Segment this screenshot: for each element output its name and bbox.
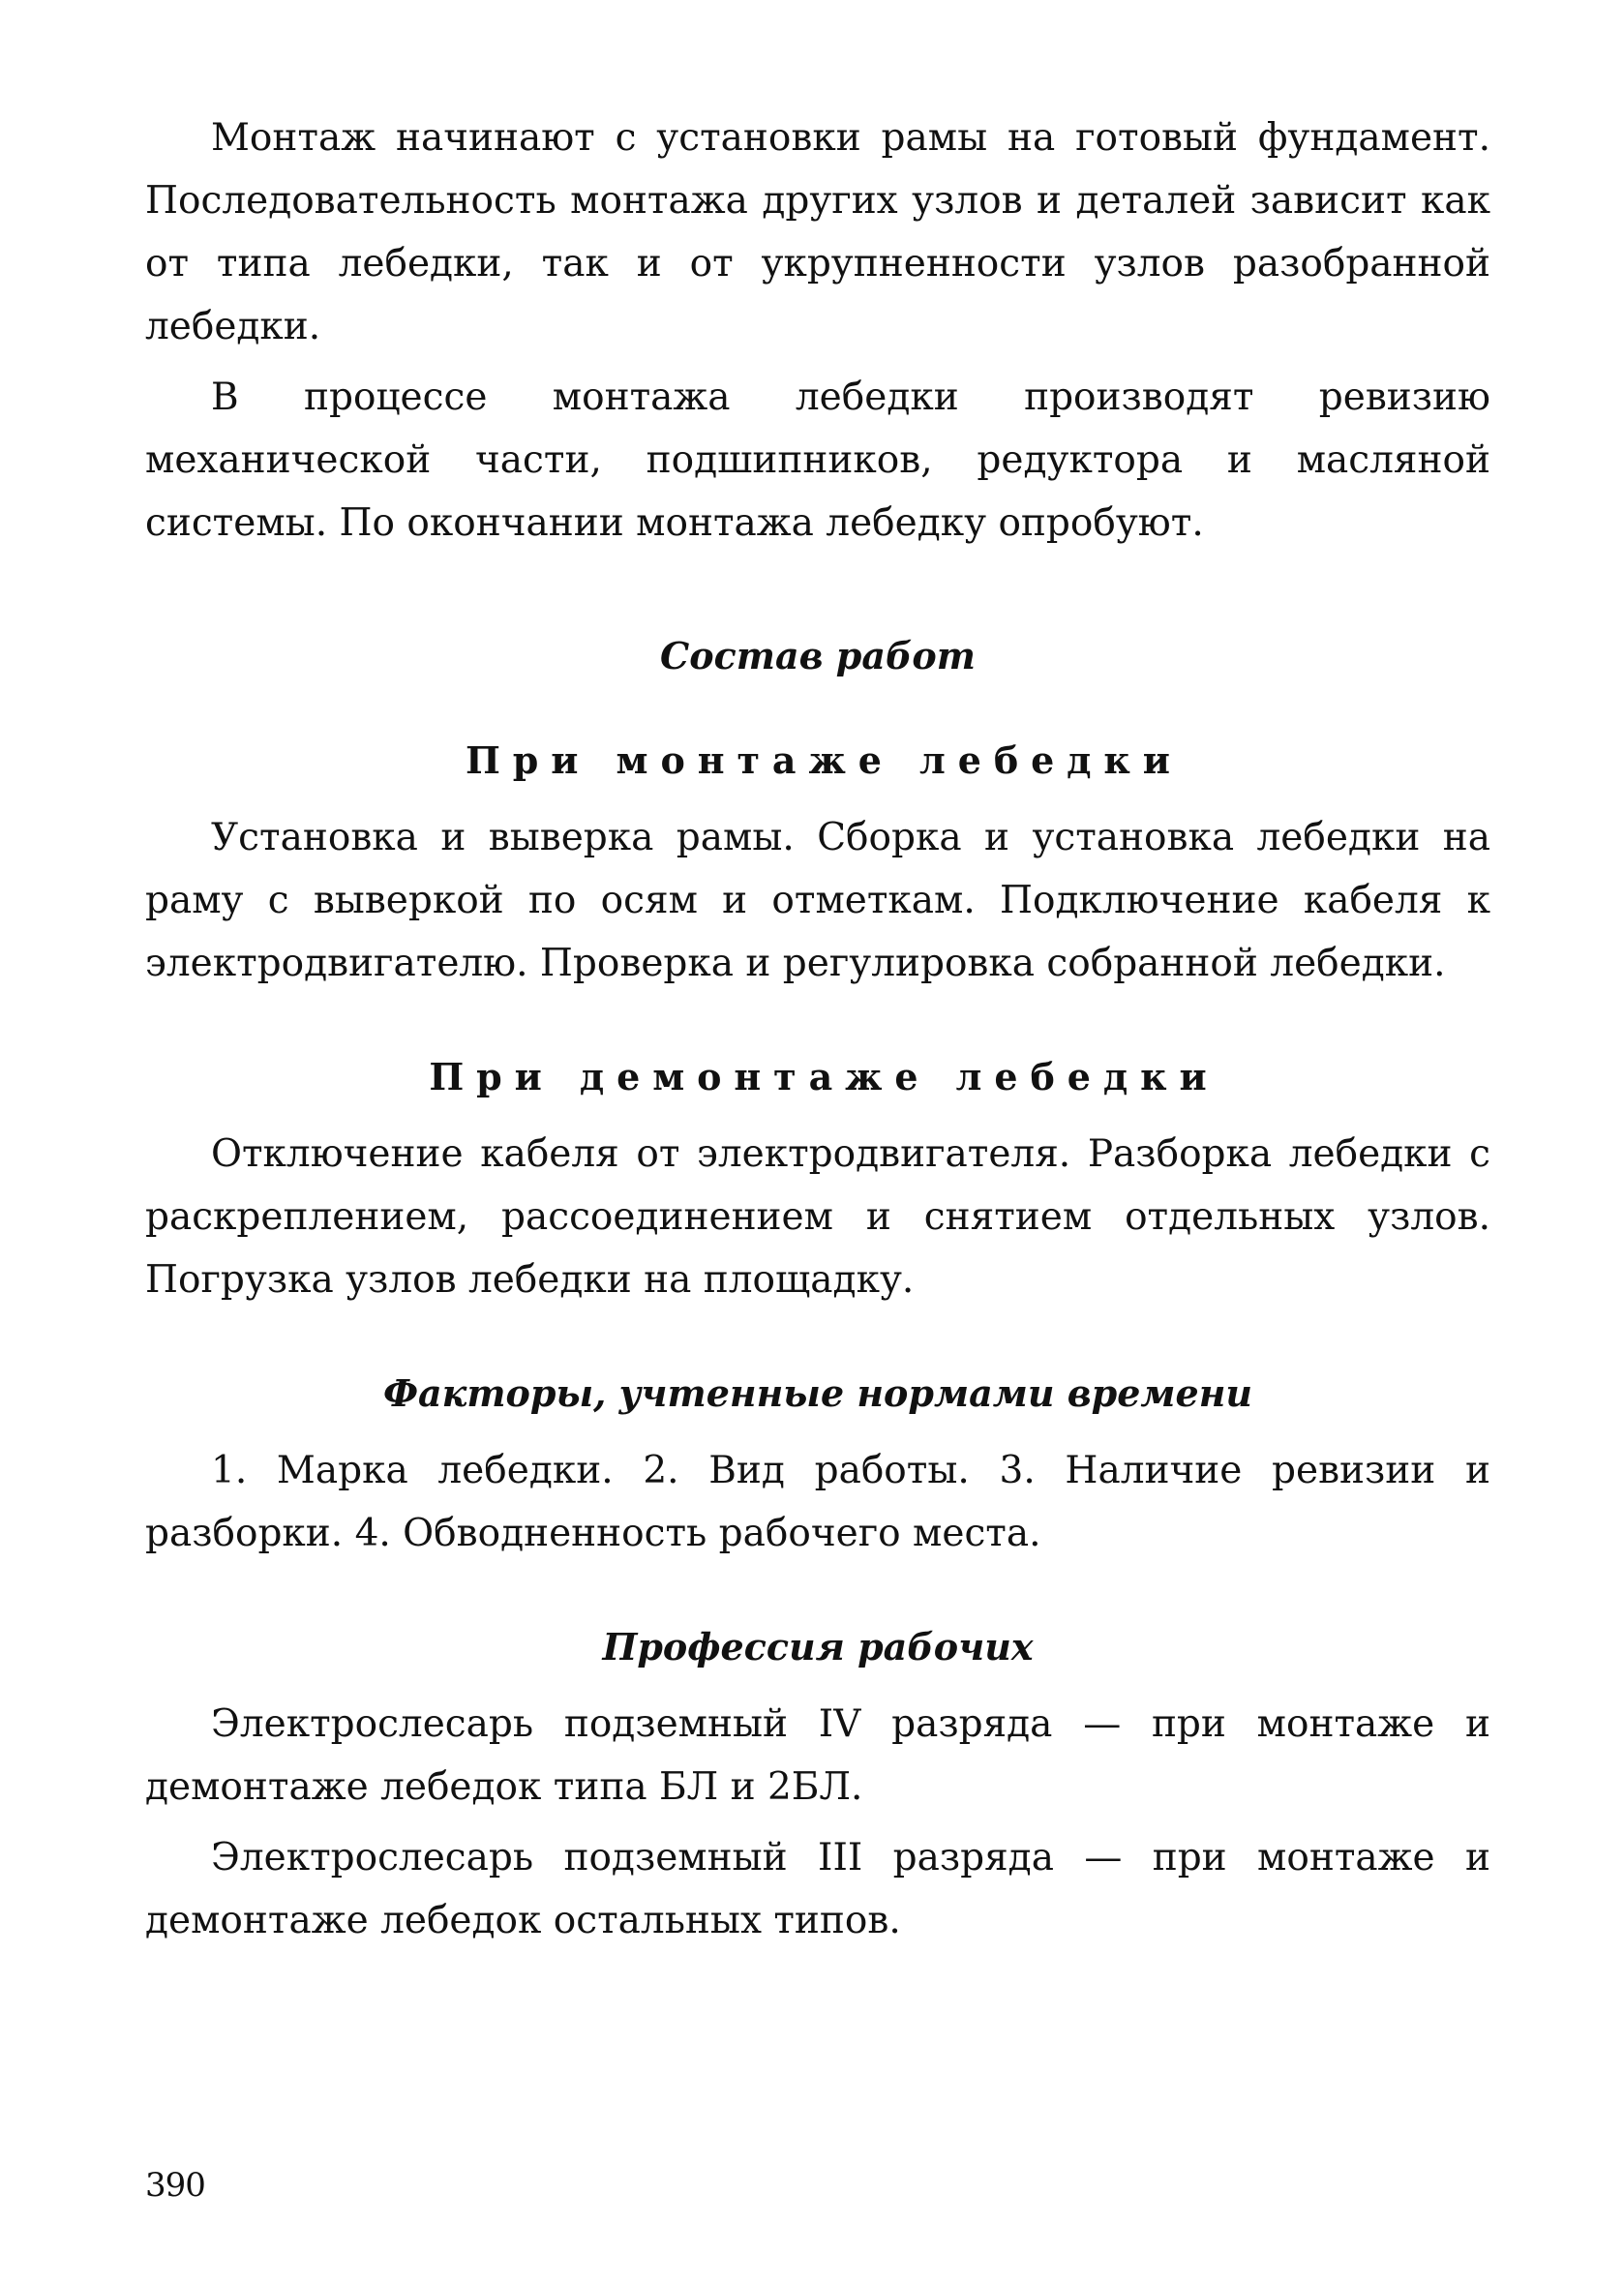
page-number: 390	[145, 2166, 205, 2205]
subheading-mounting: При монтаже лебедки	[465, 738, 1183, 782]
intro-paragraph-2: В процессе монтажа лебедки производят ревизию механической части, подшипников, редуктора и масляной системы. По окончании монтажа лебедку опробуют.	[145, 376, 1490, 545]
section-heading-profession: Профессия рабочих	[602, 1625, 1034, 1669]
subheading-dismounting: При демонтаже лебедки	[429, 1055, 1219, 1098]
dismounting-paragraph: Отключение кабеля от электродвигателя. Разборка лебедки с раскреплением, рассоединением и снятием отдельных узлов. Погрузка узлов лебедки на площадку.	[145, 1132, 1490, 1302]
section-heading-composition: Состав работ	[660, 634, 976, 677]
section-heading-factors: Факторы, учтенные нормами времени	[382, 1371, 1253, 1415]
page-body	[145, 106, 1490, 1952]
intro-paragraph-1: Монтаж начинают с установки рамы на готовый фундамент. Последовательность монтажа других узлов и деталей зависит как от типа лебедки, так и от укрупненности узлов разобранной лебедки.	[145, 116, 1490, 348]
mounting-paragraph: Установка и выверка рамы. Сборка и установка лебедки на раму с выверкой по осям и отметкам. Подключение кабеля к электродвигателю. Проверка и регулировка собранной лебедки.	[145, 816, 1490, 985]
profession-paragraph-1: Электрослесарь подземный IV разряда — при монтаже и демонтаже лебедок типа БЛ и 2БЛ.	[145, 1702, 1490, 1809]
profession-paragraph-2: Электрослесарь подземный III разряда — при монтаже и демонтаже лебедок остальных типов.	[145, 1836, 1490, 1942]
factors-paragraph: 1. Марка лебедки. 2. Вид работы. 3. Наличие ревизии и разборки. 4. Обводненность рабочего места.	[145, 1449, 1490, 1555]
